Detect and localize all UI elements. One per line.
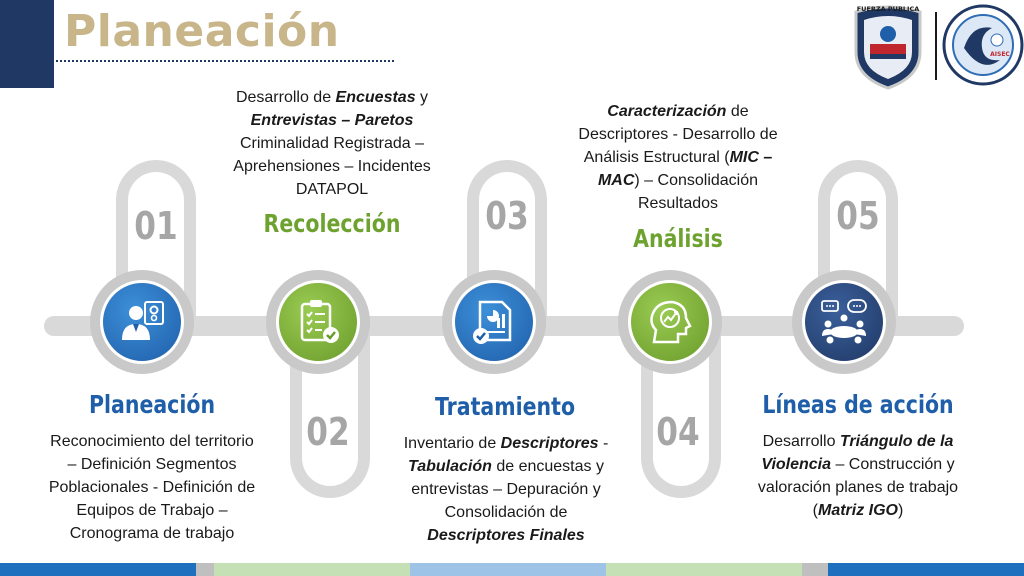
footer-band-lightgreen: [214, 563, 410, 576]
step-heading-04: Análisis: [633, 224, 723, 253]
title-underline: [56, 60, 394, 62]
desc-01-line: Equipos de Trabajo –: [76, 502, 228, 519]
clipboard-check-icon: [292, 296, 344, 348]
round-logo-text: AISEC: [990, 51, 1010, 58]
step-heading-03: Tratamiento: [434, 392, 576, 421]
step-circle-05: [792, 270, 896, 374]
step-number-03: 03: [485, 194, 529, 238]
footer-band-gray-2: [802, 563, 828, 576]
step-description-05: Desarrollo Triángulo de la Violencia – Construcción y valoración planes de trabajo (Matriz IGO): [757, 433, 959, 519]
head-chart-icon: [644, 296, 696, 348]
step-circle-04: [618, 270, 722, 374]
desc-01-line: Poblacionales - Definición de: [48, 479, 256, 496]
step-number-02: 02: [306, 410, 350, 454]
desc-01-line: Cronograma de trabajo: [69, 525, 235, 542]
step-number-01: 01: [134, 204, 178, 248]
step-number-05: 05: [836, 194, 880, 238]
step-description-01: [22, 430, 282, 545]
person-gear-icon: [116, 296, 168, 348]
page-title: Planeación: [64, 6, 340, 57]
step-circle-03: [442, 270, 546, 374]
shield-text-top: FUERZA PUBLICA: [856, 5, 920, 13]
desc-01-line: – Definición Segmentos: [67, 456, 237, 473]
step-number-04: 04: [656, 410, 700, 454]
step-description-04: Caracterización de Descriptores - Desarrollo de Análisis Estructural (MIC – MAC) – Consolidación Resultados: [578, 103, 778, 212]
team-meeting-icon: [816, 296, 872, 348]
footer-band-blue-2: [828, 563, 1024, 576]
aisec-round-logo: [942, 4, 1024, 86]
footer-band-lightgreen-2: [606, 563, 802, 576]
logo-divider: [935, 12, 937, 80]
footer-band-blue: [0, 563, 196, 576]
footer-band-lightblue: [410, 563, 606, 576]
police-shield-logo: [848, 2, 928, 90]
corner-accent: [0, 0, 54, 88]
footer-band-gray: [196, 563, 214, 576]
desc-01-line: Reconocimiento del territorio: [50, 433, 254, 450]
step-circle-02: [266, 270, 370, 374]
step-description-02: Desarrollo de Encuestas y Entrevistas – Paretos Criminalidad Registrada – Aprehensiones – Incidentes DATAPOL: [233, 89, 431, 198]
step-circle-01: [90, 270, 194, 374]
step-description-03: Inventario de Descriptores - Tabulación de encuestas y entrevistas – Depuración y Consolidación de Descriptores Finales: [403, 435, 609, 544]
step-heading-02: Recolección: [263, 209, 401, 238]
step-heading-05: Líneas de acción: [762, 390, 954, 419]
report-check-icon: [468, 296, 520, 348]
step-heading-01: Planeación: [88, 390, 216, 419]
